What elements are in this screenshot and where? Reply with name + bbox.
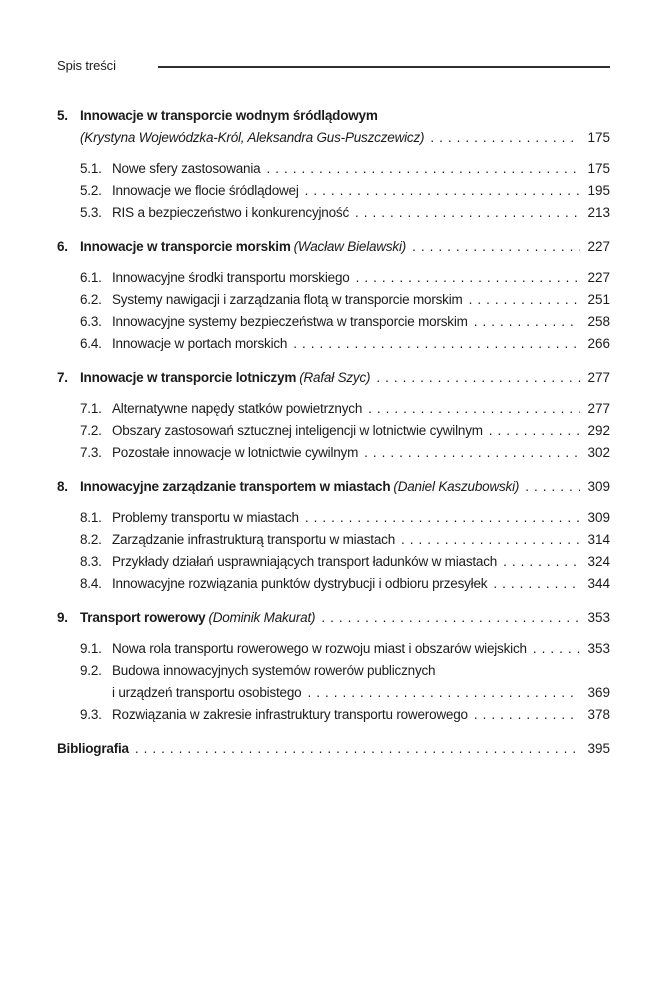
entry-title: Problemy transportu w miastach — [112, 510, 299, 525]
entry-title: Innowacyjne rozwiązania punktów dystrybucji i odbioru przesyłek — [112, 576, 488, 591]
toc-entry — [57, 638, 610, 660]
dot-leader — [469, 289, 580, 311]
dot-leader — [474, 704, 580, 726]
toc-entry — [57, 158, 610, 180]
toc-entry — [57, 267, 610, 289]
dot-leader — [135, 738, 580, 760]
entry-title: Rozwiązania w zakresie infrastruktury transportu rowerowego — [112, 707, 468, 722]
toc-entry — [57, 704, 610, 726]
dot-leader — [489, 420, 580, 442]
bibliography-entry — [57, 738, 610, 760]
running-header-label: Spis treści — [57, 58, 116, 73]
entry-page-number: 258 — [587, 314, 610, 329]
dot-leader — [355, 202, 580, 224]
toc-entry — [57, 311, 610, 333]
entry-page-number: 369 — [587, 685, 610, 700]
subsection-list — [57, 267, 610, 355]
entry-title: Obszary zastosowań sztucznej inteligencji w lotnictwie cywilnym — [112, 423, 483, 438]
section-title: Innowacje w transporcie wodnym śródlądowym — [80, 108, 378, 123]
section-title: Innowacyjne zarządzanie transportem w miastach — [80, 479, 391, 494]
entry-title: Pozostałe innowacje w lotnictwie cywilnym — [112, 445, 359, 460]
section-title-group — [80, 367, 370, 389]
entry-number: 9.1. — [80, 641, 102, 656]
entry-title: RIS a bezpieczeństwo i konkurencyjność — [112, 205, 350, 220]
entry-number: 8.4. — [80, 576, 102, 591]
entry-title: Alternatywne napędy statków powietrznych — [112, 401, 363, 416]
subsection-list — [57, 638, 610, 726]
entry-page-number: 309 — [587, 510, 610, 525]
section-authors: (Daniel Kaszubowski) — [393, 479, 520, 494]
dot-leader — [364, 442, 580, 464]
entry-number: 5.1. — [80, 161, 102, 176]
section-page-number: 227 — [587, 239, 610, 254]
section-number: 6. — [57, 239, 68, 254]
entry-number: 6.2. — [80, 292, 102, 307]
dot-leader — [474, 311, 580, 333]
toc-entry — [57, 551, 610, 573]
entry-page-number: 353 — [587, 641, 610, 656]
entry-title: Zarządzanie infrastrukturą transportu w miastach — [112, 532, 396, 547]
section-authors: (Wacław Bielawski) — [293, 239, 407, 254]
section-number: 9. — [57, 610, 68, 625]
entry-title-line2: i urządzeń transportu osobistego — [112, 685, 302, 700]
toc-section-5 — [57, 105, 610, 224]
entry-page-number: 314 — [587, 532, 610, 547]
toc-entry — [57, 529, 610, 551]
dot-leader — [376, 367, 580, 389]
header-rule — [158, 66, 610, 68]
dot-leader — [293, 333, 580, 355]
section-title-group — [80, 607, 315, 629]
toc-body — [0, 74, 665, 760]
entry-page-number: 378 — [587, 707, 610, 722]
toc-entry — [57, 202, 610, 224]
bibliography-page-number: 395 — [587, 741, 610, 756]
entry-page-number: 324 — [587, 554, 610, 569]
dot-leader — [368, 398, 580, 420]
entry-number: 9.3. — [80, 707, 102, 722]
dot-leader — [307, 682, 580, 704]
section-page-number: 353 — [587, 610, 610, 625]
toc-section-8 — [57, 476, 610, 595]
section-page-number: 175 — [587, 130, 610, 145]
dot-leader — [493, 573, 580, 595]
dot-leader — [503, 551, 580, 573]
toc-entry — [57, 398, 610, 420]
entry-title: Systemy nawigacji i zarządzania flotą w transporcie morskim — [112, 292, 463, 307]
section-title: Innowacje w transporcie morskim — [80, 239, 291, 254]
toc-entry — [57, 180, 610, 202]
toc-entry — [57, 573, 610, 595]
entry-number: 7.2. — [80, 423, 102, 438]
entry-title: Budowa innowacyjnych systemów rowerów publicznych — [112, 663, 436, 678]
entry-number: 6.4. — [80, 336, 102, 351]
toc-entry — [57, 289, 610, 311]
entry-number: 8.1. — [80, 510, 102, 525]
section-heading — [57, 105, 610, 127]
section-number: 5. — [57, 108, 68, 123]
toc-section-9 — [57, 607, 610, 726]
section-authors: (Rafał Szyc) — [299, 370, 371, 385]
dot-leader — [525, 476, 580, 498]
toc-entry-continuation — [57, 682, 610, 704]
entry-page-number: 292 — [587, 423, 610, 438]
toc-entry — [57, 333, 610, 355]
entry-number: 5.3. — [80, 205, 102, 220]
dot-leader — [356, 267, 580, 289]
section-authors: (Dominik Makurat) — [208, 610, 316, 625]
section-number: 8. — [57, 479, 68, 494]
entry-number: 9.2. — [80, 663, 102, 678]
entry-title: Innowacje we flocie śródlądowej — [112, 183, 299, 198]
section-title: Transport rowerowy — [80, 610, 206, 625]
entry-number: 5.2. — [80, 183, 102, 198]
entry-title: Przykłady działań usprawniających transport ładunków w miastach — [112, 554, 498, 569]
entry-number: 8.2. — [80, 532, 102, 547]
section-page-number: 309 — [587, 479, 610, 494]
section-heading — [57, 236, 610, 258]
section-authors: (Krystyna Wojewódzka-Król, Aleksandra Gus-Puszczewicz) — [80, 130, 425, 145]
dot-leader — [305, 507, 580, 529]
entry-page-number: 277 — [587, 401, 610, 416]
entry-page-number: 344 — [587, 576, 610, 591]
bibliography-title: Bibliografia — [57, 741, 129, 756]
entry-page-number: 302 — [587, 445, 610, 460]
entry-page-number: 195 — [587, 183, 610, 198]
section-title-group — [80, 236, 406, 258]
dot-leader — [321, 607, 580, 629]
entry-title: Nowa rola transportu rowerowego w rozwoju miast i obszarów wiejskich — [112, 641, 527, 656]
section-heading — [57, 607, 610, 629]
toc-entry — [57, 442, 610, 464]
entry-title: Innowacyjne systemy bezpieczeństwa w transporcie morskim — [112, 314, 468, 329]
entry-page-number: 266 — [587, 336, 610, 351]
running-header — [0, 0, 665, 74]
dot-leader — [533, 638, 580, 660]
entry-title: Innowacje w portach morskich — [112, 336, 288, 351]
entry-page-number: 251 — [587, 292, 610, 307]
entry-title: Innowacyjne środki transportu morskiego — [112, 270, 350, 285]
section-page-number: 277 — [587, 370, 610, 385]
dot-leader — [266, 158, 580, 180]
dot-leader — [412, 236, 580, 258]
entry-page-number: 227 — [587, 270, 610, 285]
entry-title: Nowe sfery zastosowania — [112, 161, 261, 176]
subsection-list — [57, 507, 610, 595]
entry-page-number: 175 — [587, 161, 610, 176]
entry-number: 6.1. — [80, 270, 102, 285]
subsection-list — [57, 158, 610, 224]
entry-page-number: 213 — [587, 205, 610, 220]
section-title: Innowacje w transporcie lotniczym — [80, 370, 297, 385]
entry-number: 7.1. — [80, 401, 102, 416]
section-number: 7. — [57, 370, 68, 385]
toc-section-6 — [57, 236, 610, 355]
entry-number: 8.3. — [80, 554, 102, 569]
subsection-list — [57, 398, 610, 464]
toc-section-7 — [57, 367, 610, 464]
toc-entry — [57, 420, 610, 442]
section-heading — [57, 367, 610, 389]
section-title-group — [80, 476, 519, 498]
dot-leader — [430, 127, 580, 149]
dot-leader — [401, 529, 580, 551]
entry-number: 6.3. — [80, 314, 102, 329]
section-heading — [57, 476, 610, 498]
dot-leader — [305, 180, 580, 202]
entry-number: 7.3. — [80, 445, 102, 460]
toc-entry — [57, 660, 610, 682]
section-authors-row — [57, 127, 610, 149]
toc-entry — [57, 507, 610, 529]
